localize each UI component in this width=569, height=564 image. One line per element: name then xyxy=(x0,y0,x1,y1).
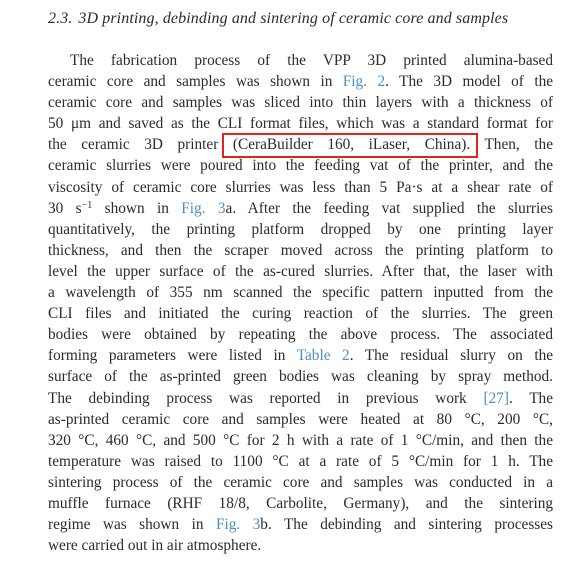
text-run: The fabrication process of the VPP 3D printed alumina-based xyxy=(70,52,553,69)
fig-3-link[interactable]: Fig. 3 xyxy=(215,516,261,534)
section-heading xyxy=(48,10,508,28)
text-line: as-printed ceramic core and samples were heated at 80 °C, 200 °C, xyxy=(48,410,553,428)
text-line xyxy=(48,388,553,409)
text-run: shown in xyxy=(92,199,182,217)
text-run: . The 3D model of the xyxy=(385,73,554,91)
text-run: a. After the feeding vat supplied the slurries xyxy=(225,199,554,217)
text-run: regime was shown in xyxy=(48,516,216,534)
text-line: level the upper surface of the as-cured slurries. After that, the laser with xyxy=(48,262,553,280)
text-run: b. The debinding and sintering processes xyxy=(260,516,553,534)
text-line: thickness, and then the scraper moved across the printing platform to xyxy=(48,241,553,259)
text-line: surface of the as-printed green bodies was cleaning by spray method. xyxy=(48,368,553,386)
text-line: were carried out in air atmosphere. xyxy=(48,537,262,555)
section-title: 3D printing, debinding and sintering of ceramic core and samples xyxy=(78,10,509,27)
body-paragraph xyxy=(48,50,553,556)
text-run: 30 s xyxy=(48,199,82,217)
text-line: viscosity of ceramic core slurries was less than 5 Pa·s at a shear rate of xyxy=(48,178,553,196)
text-run: . The residual slurry on the xyxy=(349,347,554,365)
text-run: forming parameters were listed in xyxy=(48,347,297,365)
text-line xyxy=(48,514,553,535)
text-line: muffle furnace (RHF 18/8, Carbolite, Germany), and the sintering xyxy=(48,494,553,512)
text-run: ceramic core and samples was shown in xyxy=(48,73,343,91)
text-line: 50 μm and saved as the CLI format files, which was a standard format for xyxy=(48,115,553,133)
table-2-link[interactable]: Table 2 xyxy=(296,347,350,365)
text-line: sintering process of the ceramic core and samples was conducted in a xyxy=(48,473,553,491)
text-run: . The xyxy=(508,389,553,407)
text-line: temperature was raised to 1100 °C at a rate of 5 °C/min for 1 h. The xyxy=(48,452,553,470)
text-line: quantitatively, the printing platform dropped by one printing layer xyxy=(48,220,553,238)
text-run: the ceramic 3D printer xyxy=(48,136,233,154)
text-line: CLI files and initiated the curing reaction of the slurries. The green xyxy=(48,305,553,323)
text-line xyxy=(48,198,553,219)
text-line xyxy=(48,71,553,92)
text-line: bodies were obtained by repeating the above process. The associated xyxy=(48,326,553,344)
text-line xyxy=(48,345,553,366)
text-line xyxy=(48,50,553,71)
superscript: −1 xyxy=(81,199,93,211)
fig-2-link[interactable]: Fig. 2 xyxy=(342,73,386,91)
text-line: 320 °C, 460 °C, and 500 °C for 2 h with a rate of 1 °C/min, and then the xyxy=(48,431,553,449)
text-run: Then, the xyxy=(470,136,553,154)
ref-27-link[interactable]: [27] xyxy=(483,389,509,407)
fig-3-link[interactable]: Fig. 3 xyxy=(181,199,226,217)
text-line: ceramic core and samples was sliced into thin layers with a thickness of xyxy=(48,94,553,112)
highlighted-text: (CeraBuilder 160, iLaser, China). xyxy=(232,136,471,154)
highlight-box xyxy=(222,133,478,158)
text-line: ceramic slurries were poured into the feeding vat of the printer, and the xyxy=(48,157,553,175)
text-line: a wavelength of 355 nm scanned the specific pattern inputted from the xyxy=(48,284,553,302)
text-run: The debinding process was reported in previous work xyxy=(48,389,484,407)
section-number: 2.3. xyxy=(48,10,73,27)
